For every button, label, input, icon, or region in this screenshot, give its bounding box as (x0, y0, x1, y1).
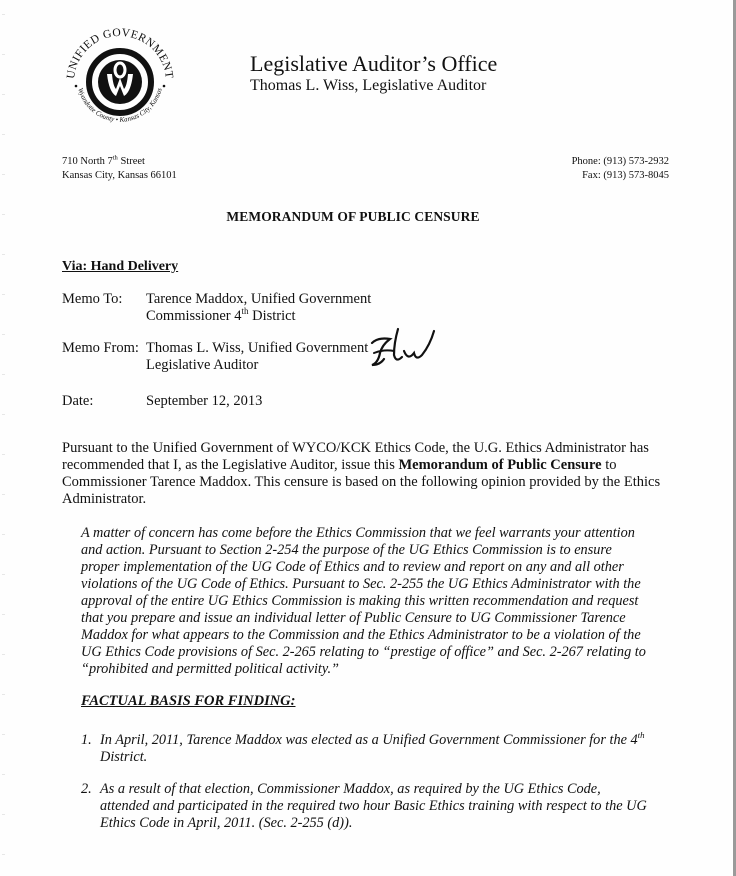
address-line-2: Kansas City, Kansas 66101 (62, 170, 177, 181)
finding-text: As a result of that election, Commissioner Maddox, as required by the UG Ethics Code, attended and participated in the required two hour Basic Ethics training with respect to the UG Ethics Code in April, 2011. (Sec. 2-255 (d)). (100, 781, 647, 831)
address-line-1: 710 North 7th Street (62, 154, 145, 167)
svg-text:UNIFIED GOVERNMENT: UNIFIED GOVERNMENT (64, 26, 175, 80)
finding-number: 1. (81, 732, 92, 748)
memo-date-value: September 12, 2013 (146, 393, 263, 409)
office-contact (572, 155, 669, 183)
ethics-opinion-quote: A matter of concern has come before the Ethics Commission that we feel warrants your attention and action. Pursuant to Section 2-254 the purpose of the UG Ethics Commission is to ensure proper implementation of the UG Code of Ethics and to review and report on any and all other violations of the UG Code of Ethics. Pursuant to Sec. 2-255 the UG Ethics Administrator with the approval of the entire UG Ethics Commission is making this written recommendation and request that you prepare and issue an individual letter of Public Censure to UG Commissioner Tarence Maddox for what appears to the Commission and the Ethics Administrator to be a violation of the UG Ethics Code provisions of Sec. 2-265 relating to “prestige of office” and Sec. 2-267 relating to “prohibited and permitted political activity.” (81, 525, 646, 677)
unified-government-seal-icon (60, 18, 180, 138)
memo-to-label: Memo To: (62, 291, 123, 307)
office-address (62, 155, 177, 183)
signature-icon (368, 323, 438, 371)
memo-from-value: Thomas L. Wiss, Unified Government Legislative Auditor (146, 340, 369, 373)
office-title: Legislative Auditor’s Office (250, 51, 498, 76)
delivery-method: Via: Hand Delivery (62, 259, 179, 274)
intro-paragraph: Pursuant to the Unified Government of WYCO/KCK Ethics Code, the U.G. Ethics Administrator has recommended that I, as the Legislative Auditor, issue this Memorandum of Public Censure to Commissioner Tarence Maddox. This censure is based on the following opinion provided by the Ethics Administrator. (62, 440, 661, 507)
censure-emphasis: Memorandum of Public Censure (398, 457, 602, 473)
phone-number: Phone: (913) 573-2932 (571, 156, 669, 167)
finding-text: In April, 2011, Tarence Maddox was elected as a Unified Government Commissioner for the 4th District. (100, 730, 645, 765)
svg-text:Wyandotte County • Kansas City: Wyandotte County • Kansas City, Kansas (76, 86, 164, 124)
findings-heading: FACTUAL BASIS FOR FINDING: (81, 693, 296, 709)
finding-number: 2. (81, 781, 92, 797)
fax-number: Fax: (913) 573-8045 (582, 170, 669, 181)
memo-date-label: Date: (62, 393, 94, 409)
memo-to-value: Tarence Maddox, Unified Government Commissioner 4th District (146, 291, 372, 324)
memo-from-label: Memo From: (62, 340, 139, 356)
memo-title: MEMORANDUM OF PUBLIC CENSURE (226, 209, 480, 224)
office-subtitle: Thomas L. Wiss, Legislative Auditor (250, 77, 487, 94)
scan-edge-artifact (2, 0, 5, 876)
